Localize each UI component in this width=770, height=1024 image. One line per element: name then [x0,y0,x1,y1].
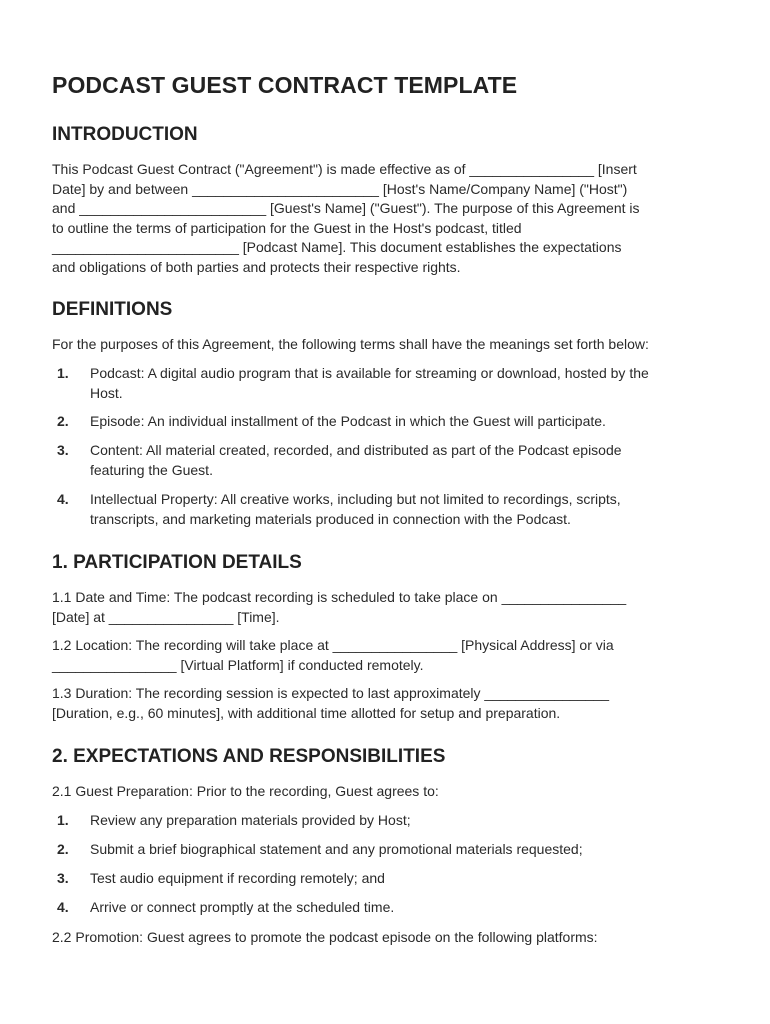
document-title: PODCAST GUEST CONTRACT TEMPLATE [52,72,518,98]
participation-clause [52,684,717,723]
preparation-text: Arrive or connect promptly at the scheduled time. [90,899,395,915]
definition-text: Intellectual Property: All creative works, including but not limited to recordings, scripts, [90,491,621,507]
definition-item [52,412,717,432]
definition-text: Host. [90,384,123,401]
preparation-text: Submit a brief biographical statement and any promotional materials requested; [90,841,583,857]
preparation-item [52,840,717,860]
definition-item [52,441,717,480]
list-number: 2. [57,413,69,429]
preparation-text: Test audio equipment if recording remotely; and [90,870,385,886]
preparation-item [52,869,717,889]
definition-item [52,364,717,403]
preparation-item [52,898,717,918]
list-number: 3. [57,870,69,886]
definitions-intro: For the purposes of this Agreement, the following terms shall have the meanings set forth below: [52,336,649,352]
list-number: 1. [57,812,69,828]
clause-line: ________________ [Virtual Platform] if conducted remotely. [52,656,424,673]
preparation-item [52,811,717,831]
definition-item [52,490,717,529]
participation-clause [52,636,717,675]
introduction-line: ________________________ [Podcast Name]. This document establishes the expectations [52,239,622,255]
introduction-line: and ________________________ [Guest's Name] ("Guest"). The purpose of this Agreement is [52,200,640,216]
introduction-line: and obligations of both parties and protects their respective rights. [52,258,461,275]
definitions-heading: DEFINITIONS [52,299,173,320]
introduction-line: This Podcast Guest Contract ("Agreement") is made effective as of ________________ [Insert [52,161,637,177]
introduction-line: to outline the terms of participation for the Guest in the Host's podcast, titled [52,219,522,236]
preparation-text: Review any preparation materials provided by Host; [90,812,411,828]
introduction-paragraph [52,160,717,277]
definition-text: Podcast: A digital audio program that is available for streaming or download, hosted by the [90,365,649,381]
definition-text: transcripts, and marketing materials produced in connection with the Podcast. [90,510,571,527]
participation-heading: 1. PARTICIPATION DETAILS [52,552,302,573]
list-number: 1. [57,365,69,381]
clause-line: [Date] at ________________ [Time]. [52,608,280,625]
list-number: 2. [57,841,69,857]
clause-line: 1.1 Date and Time: The podcast recording is scheduled to take place on ________________ [52,589,627,605]
definition-text: Episode: An individual installment of the Podcast in which the Guest will participate. [90,413,606,429]
clause-line: [Duration, e.g., 60 minutes], with additional time allotted for setup and preparation. [52,704,561,721]
definition-text: Content: All material created, recorded, and distributed as part of the Podcast episode [90,442,622,458]
promotion-clause: 2.2 Promotion: Guest agrees to promote the podcast episode on the following platforms: [52,929,598,945]
list-number: 4. [57,491,69,507]
definition-text: featuring the Guest. [90,461,213,478]
guest-preparation-intro: 2.1 Guest Preparation: Prior to the recording, Guest agrees to: [52,783,439,799]
clause-line: 1.3 Duration: The recording session is expected to last approximately ________________ [52,685,609,701]
clause-line: 1.2 Location: The recording will take place at ________________ [Physical Address] or via [52,637,614,653]
introduction-heading: INTRODUCTION [52,124,198,145]
introduction-line: Date] by and between ________________________ [Host's Name/Company Name] ("Host") [52,180,628,197]
expectations-heading: 2. EXPECTATIONS AND RESPONSIBILITIES [52,746,446,767]
list-number: 4. [57,899,69,915]
list-number: 3. [57,442,69,458]
participation-clause [52,588,717,627]
